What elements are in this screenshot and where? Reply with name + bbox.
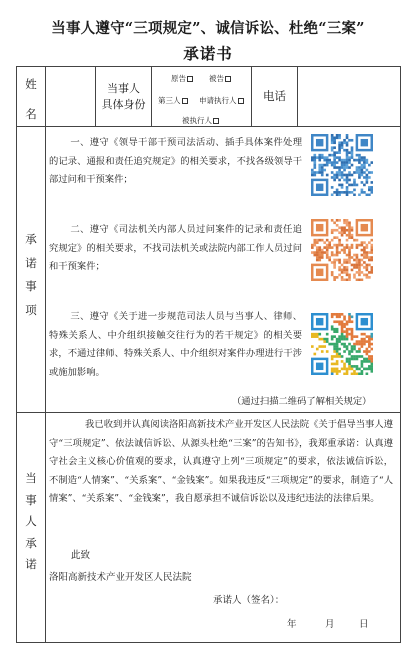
- qr-scan-note: （通过扫描二维码了解相关规定）: [232, 396, 372, 407]
- party-promise-label: 当 事 人 承 诺: [25, 471, 37, 571]
- promise-item-1: 一、遵守《领导干部干预司法活动、插手具体案件处理的记录、通报和责任追究规定》的相关要求，不找各级领导干部过问和干预案件；: [49, 137, 302, 186]
- promise-item-3: 三、遵守《关于进一步规范司法人员与当事人、律师、特殊关系人、中介组织接触交往行为的若干规定》的相关要求，不通过律师、特殊关系人、中介组织对案件办理进行干涉或施加影响。: [49, 311, 302, 378]
- identity-label: 当事人 具体身份: [101, 82, 146, 111]
- qr-code-orange-icon[interactable]: [311, 219, 373, 281]
- party-promise-text: 我已收到并认真阅读洛阳高新技术产业开发区人民法院《关于倡导当事人遵守“三项规定”、依法诚信诉讼、从源头杜绝“三案”的告知书》，我郑重承诺：认真遵守社会主义核心价值观的要求，认真遵守上列“三项规定”的要求，依法诚信诉讼，不制造“人情案”、“关系案”、“金钱案”。如果我违反“三项规定”的要求，制造了“人情案”、“关系案”、“金钱案”，我自愿承担不诚信诉讼以及违纪违法的法律后果。: [49, 419, 393, 505]
- signature-label: 承诺人（签名）：: [213, 595, 285, 606]
- label-column-divider: [45, 66, 46, 643]
- defendant-checkbox[interactable]: [225, 76, 231, 82]
- option-plaintiff[interactable]: 原告: [171, 73, 193, 84]
- name-label: 姓 名: [25, 77, 37, 121]
- name-field[interactable]: [46, 67, 95, 126]
- table-right-border: [400, 66, 401, 643]
- date-year: 年: [287, 619, 297, 630]
- qr-code-multicolor-icon[interactable]: [311, 313, 373, 375]
- header-row-border: [16, 126, 401, 127]
- date-month: 月: [325, 619, 335, 630]
- promise-items-label: 承 诺 事 项: [25, 232, 37, 317]
- applicant-checkbox[interactable]: [238, 98, 244, 104]
- third-party-checkbox[interactable]: [182, 98, 188, 104]
- promise-item-2: 二、遵守《司法机关内部人员过问案件的记录和责任追究规定》的相关要求，不找司法机关或法院内部工作人员过问和干预案件；: [49, 224, 302, 273]
- option-third-party[interactable]: 第三人: [158, 95, 188, 106]
- plaintiff-checkbox[interactable]: [187, 76, 193, 82]
- qr-code-blue-icon[interactable]: [311, 134, 373, 196]
- phone-field[interactable]: [298, 67, 400, 126]
- document-title: 当事人遵守“三项规定”、诚信诉讼、杜绝“三案”: [51, 20, 365, 37]
- table-left-border: [16, 66, 17, 643]
- option-defendant[interactable]: 被告: [209, 73, 231, 84]
- promise-row-border: [16, 412, 401, 413]
- table-bottom-border: [16, 642, 401, 643]
- date-day: 日: [359, 619, 369, 630]
- option-applicant[interactable]: 申请执行人: [199, 95, 244, 106]
- phone-label: 电话: [263, 89, 286, 103]
- closing-salutation: 此致: [71, 550, 91, 561]
- identity-label-divider: [151, 66, 152, 126]
- option-respondent[interactable]: 被执行人: [182, 115, 219, 126]
- respondent-checkbox[interactable]: [213, 118, 219, 124]
- court-name: 洛阳高新技术产业开发区人民法院: [49, 572, 192, 583]
- signature-field[interactable]: [293, 596, 383, 610]
- document-subtitle: 承诺书: [183, 44, 233, 63]
